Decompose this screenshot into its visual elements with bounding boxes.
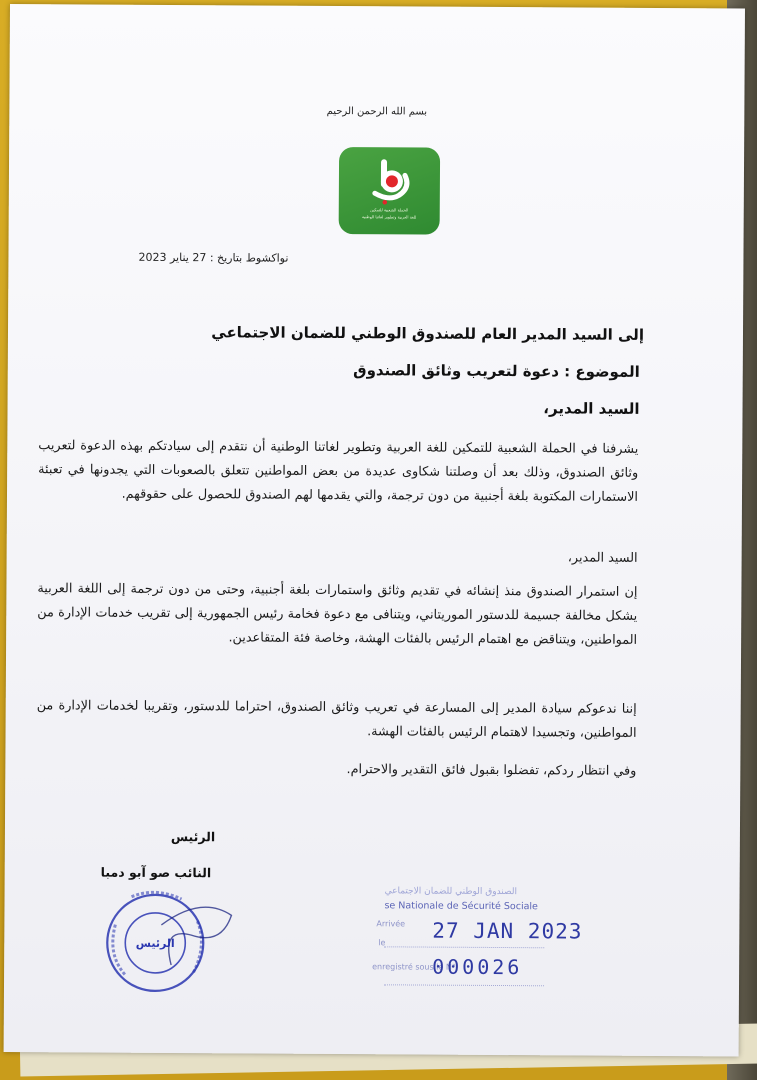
logo-text-line2: للغة العربية وتطوير لغاتنا الوطنية [361, 214, 417, 220]
body-paragraph-3: إننا ندعوكم سيادة المدير إلى المسارعة في تعريب وثائق الصندوق، احتراما للدستور، وتقريبا لخدمات الإدارة من المواطنين، وتجسيدا لاهتمام الرئيس بالفئات الهشة. [36, 698, 637, 741]
letter-page [4, 4, 745, 1056]
letter-recipient: إلى السيد المدير العام للصندوق الوطني للضمان الاجتماعي [211, 323, 645, 344]
body-paragraph-1: يشرفنا في الحملة الشعبية للتمكين للغة العربية وتطوير لغاتنا الوطنية أن نتقدم إلى سيادتكم بهذه الدعوة لتعريب وثائق الصندوق، وذلك بعد أن وصلتنا شكاوى عديدة من بعض المواطنين تتعلق بالصعوبات التي يجدونها في تعبئة الاستمارات المكتوبة بلغة أجنبية من دون ترجمة، والتي يقدمها لهم الصندوق للحصول على حقوقهم. [38, 438, 639, 505]
official-seal-icon [101, 885, 242, 1001]
closing-line: وفي انتظار ردكم، تفضلوا بقبول فائق التقدير والاحترام. [346, 762, 637, 779]
logo-text-line1: الحملة الشعبية للتمكين [370, 207, 409, 213]
stamp-dotted-line [384, 984, 544, 986]
basmala: بسم الله الرحمن الرحيم [326, 105, 428, 118]
letter-date: نواكشوط بتاريخ : 27 يناير 2023 [138, 250, 289, 265]
seal-label: الرئيس [135, 936, 175, 951]
signature-title: الرئيس [170, 828, 216, 845]
stamp-received-date: 27 JAN 2023 [432, 918, 583, 944]
stamp-org-arabic: الصندوق الوطني للضمان الاجتماعي [384, 886, 518, 898]
signatory-name: النائب صو آبو دمبا [100, 864, 212, 881]
second-salutation: السيد المدير، [567, 550, 638, 566]
campaign-logo [339, 147, 441, 235]
stamp-registration-number: 000026 [432, 954, 523, 980]
body-paragraph-2: إن استمرار الصندوق منذ إنشائه في تقديم وثائق واستمارات بلغة أجنبية، وحتى من دون ترجمة إلى اللغة العربية يشكل مخالفة جسيمة للدستور الموريتاني، ويتنافى مع دعوة فخامة رئيس الجمهورية إلى تقريب خدمات الإدارة من المواطنين، ويتناقض مع اهتمام الرئيس بالفئات الهشة، وخاصة فئة المتقاعدين. [37, 581, 638, 648]
letter-subject: الموضوع : دعوة لتعريب وثائق الصندوق [353, 361, 640, 381]
received-stamp [364, 886, 583, 995]
stamp-dotted-line [384, 946, 544, 948]
logo-mark-icon [365, 157, 417, 205]
letter-salutation: السيد المدير، [543, 399, 640, 418]
stamp-label-number: enregistré sous le N° [372, 962, 456, 972]
stamp-label-date: le [378, 938, 386, 948]
stamp-label-arrival: Arrivée [376, 919, 406, 929]
stamp-org-french: se Nationale de Sécurité Sociale [384, 900, 538, 913]
